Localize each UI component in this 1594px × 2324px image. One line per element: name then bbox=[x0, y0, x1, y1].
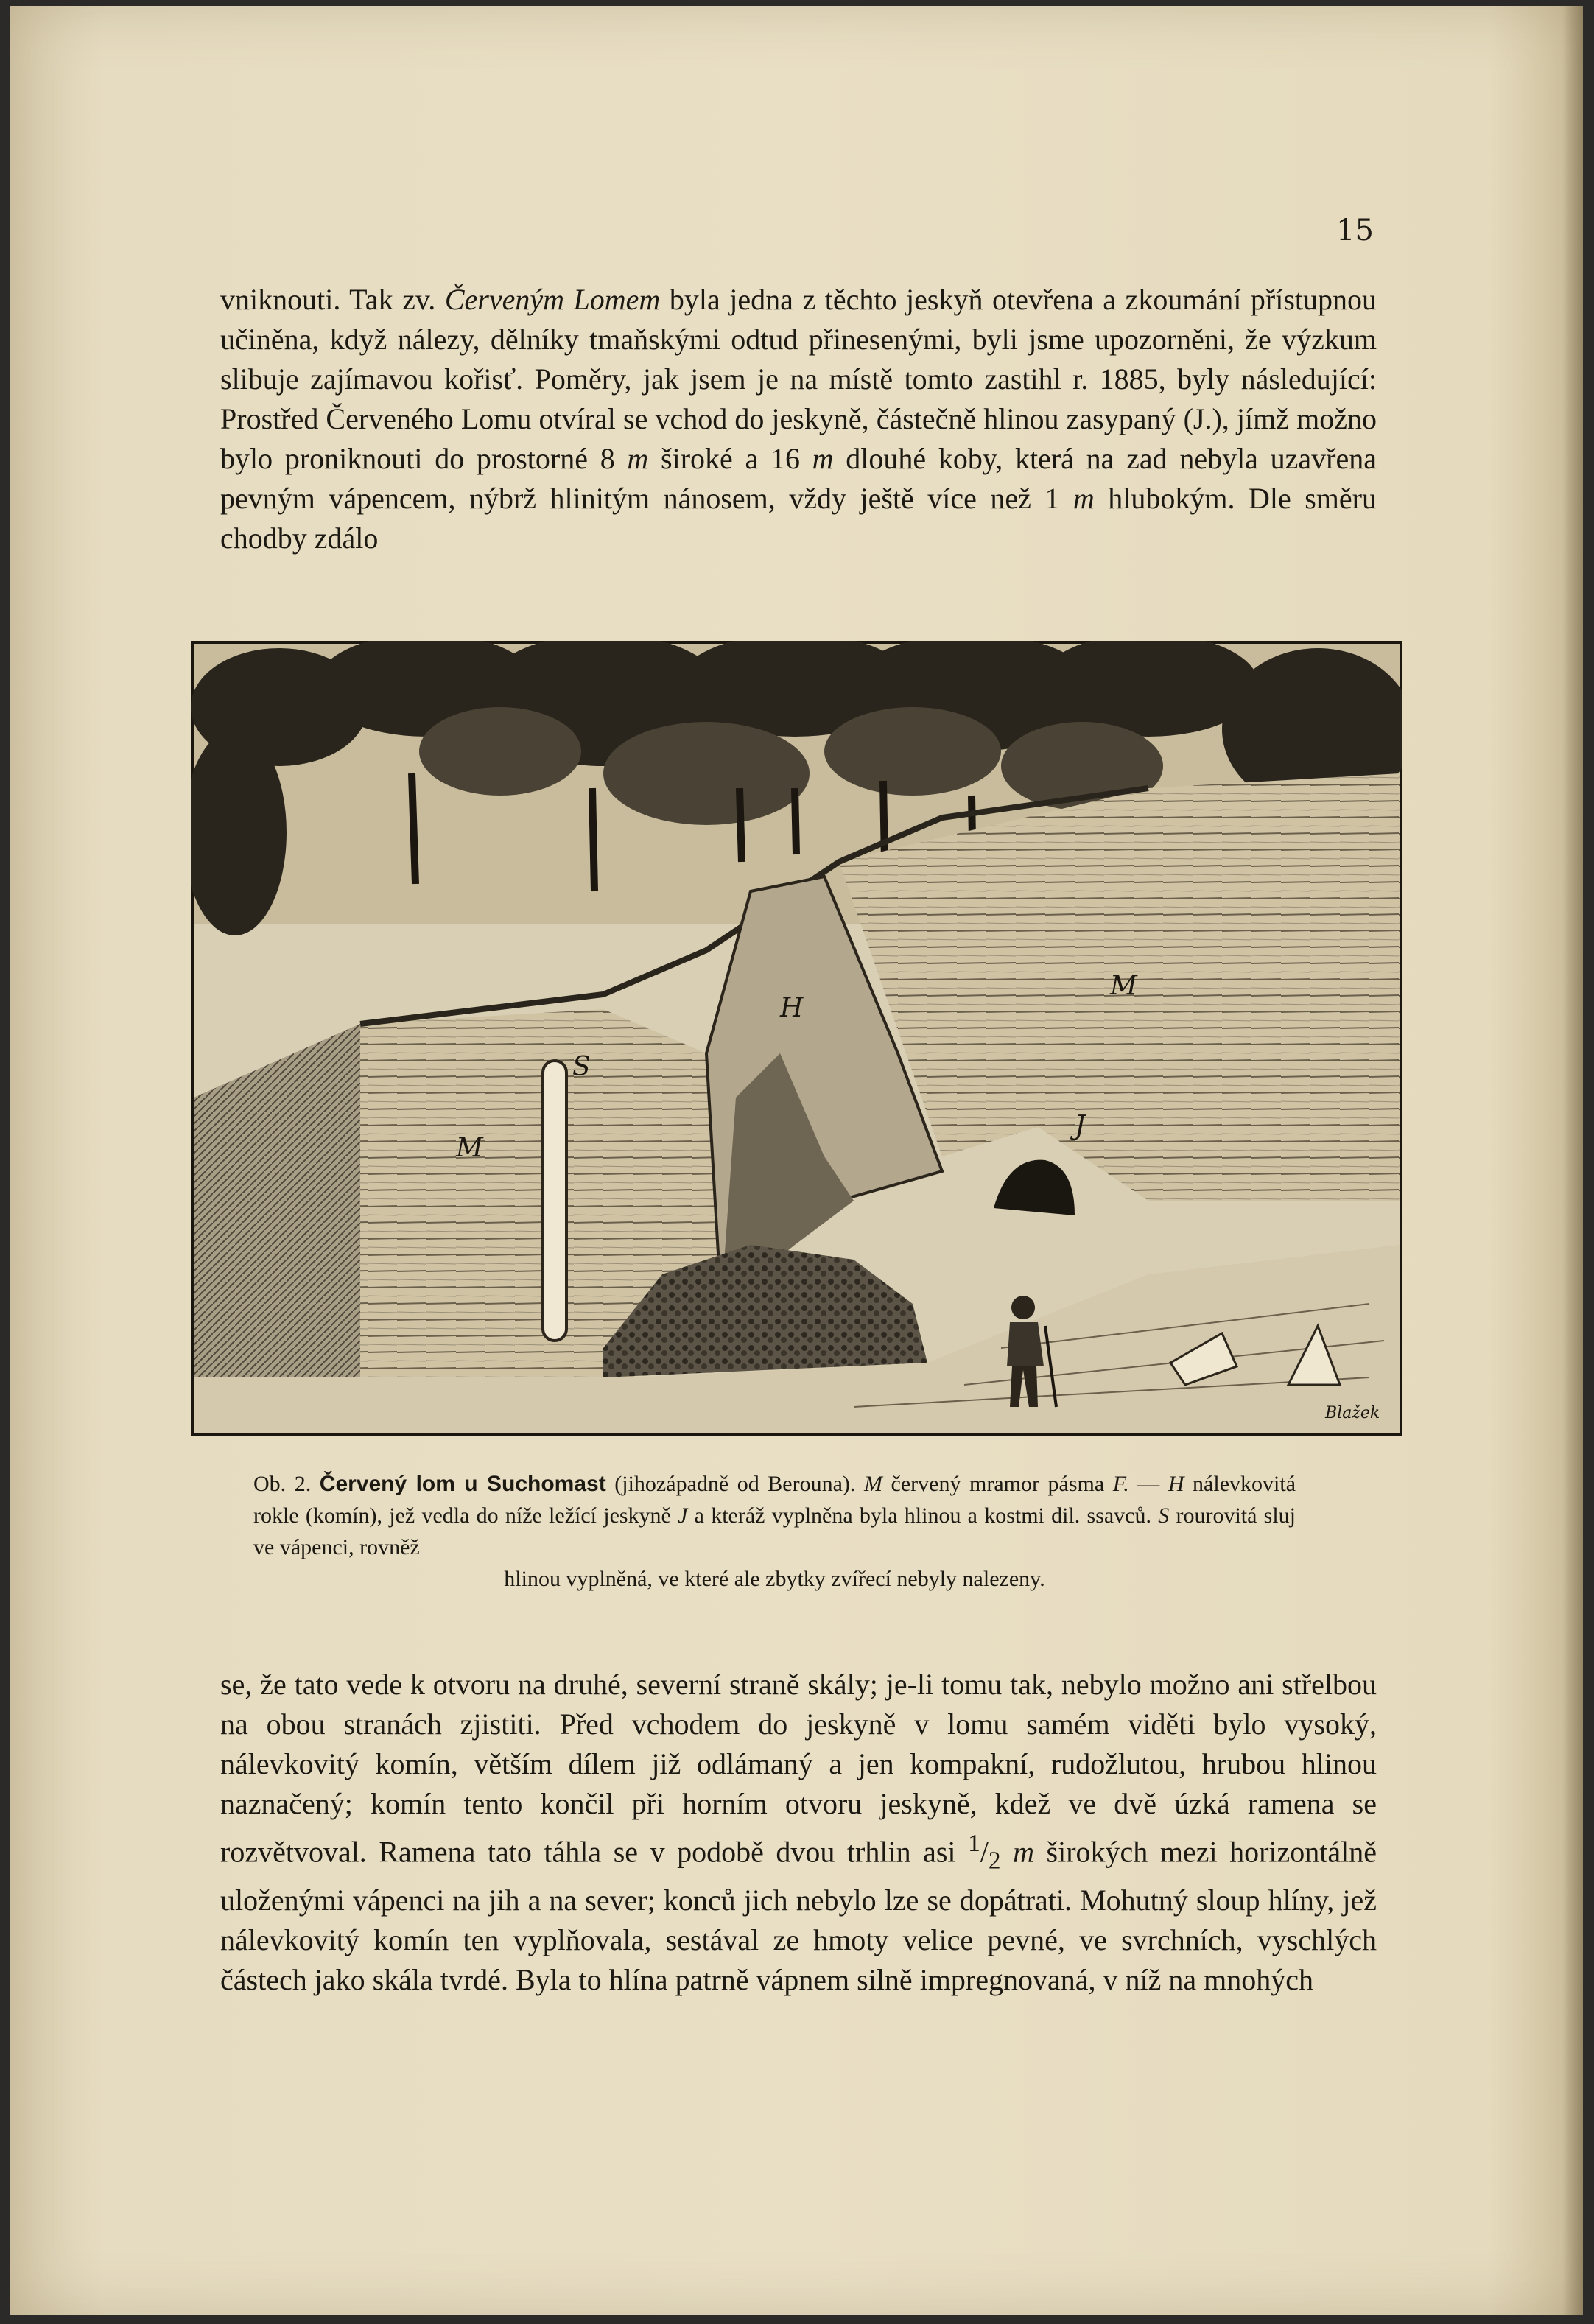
caption-last-line: hlinou vyplněná, ve které ale zbytky zvířecí nebyly nalezeny. bbox=[504, 1567, 1045, 1591]
caption-text: nálevkovitá rokle (komín), jež vedla do níže ležící jeskyně bbox=[253, 1472, 1296, 1528]
artist-signature: Blažek bbox=[1325, 1404, 1380, 1422]
page-edge-shadow bbox=[1562, 6, 1583, 2315]
quarry-illustration bbox=[191, 641, 1402, 1436]
caption-symbol-M: M bbox=[863, 1472, 882, 1496]
fraction-slash: / bbox=[980, 1835, 989, 1869]
caption-text: a kteráž vyplněna byla hlinou a kostmi dil. ssavců. bbox=[687, 1503, 1159, 1528]
text-run: vniknouti. Tak zv. bbox=[220, 283, 445, 316]
text-run bbox=[1001, 1835, 1014, 1868]
caption-symbol-F: F. bbox=[1112, 1472, 1129, 1496]
fraction-numerator: 1 bbox=[968, 1830, 980, 1857]
label-S: S bbox=[572, 1052, 591, 1082]
fraction-denominator: 2 bbox=[988, 1847, 1001, 1875]
caption-text: rourovitá sluj ve vápenci, rovněž bbox=[253, 1503, 1296, 1559]
text-run: se, že tato vede k otvoru na druhé, severní straně skály; je-li tomu tak, nebylo možno ani střelbou na obou stranách zjistiti. Před vchodem do jeskyně v lomu samém viděti bylo vysoký, nálevkovitý komín, větším dílem již odlámaný a jen kompakní, rudožlutou, hrubou hlinou naznačený; komín tento končil při horním otvoru jeskyně, kdež ve dvě úzká ramena se rozvětvoval. Ramena tato táhla se v podobě dvou trhlin asi bbox=[220, 1668, 1377, 1869]
caption-text: (jihozápadně od Berouna). bbox=[605, 1472, 864, 1496]
caption-prefix: Ob. 2. bbox=[253, 1472, 320, 1496]
label-H: H bbox=[780, 993, 804, 1023]
unit-m: m bbox=[627, 442, 649, 475]
text-run: široké a 16 bbox=[648, 442, 812, 475]
text-run: hlubokým. Dle směru chodby zdálo bbox=[220, 482, 1377, 555]
label-M-right: M bbox=[1110, 971, 1137, 1001]
unit-m: m bbox=[1013, 1835, 1034, 1869]
unit-m: m bbox=[1072, 482, 1095, 515]
emphasis-quarry-name: Červeným Lomem bbox=[444, 283, 661, 316]
text-run: byla jedna z těchto jeskyň otevřena a zkoumání přístupnou učiněna, když nálezy, dělníky tmaňskými odtud přinesenými, byli jsme upozorněni, že výzkum slibuje zajímavou kořisť. Poměry, jak jsem je na místě tomto zastihl r. 1885, byly následující: Prostřed Červeného Lomu otvíral se vchod do jeskyně, částečně hlinou zasypaný (J.), jímž možno bylo proniknouti do prostorné 8 bbox=[220, 283, 1377, 475]
page-number: 15 bbox=[1336, 214, 1374, 248]
text-run: dlouhé koby, která na zad nebyla uzavřena pevným vápencem, nýbrž hlinitým nánosem, vždy ještě více než 1 bbox=[220, 442, 1377, 515]
unit-m: m bbox=[812, 442, 834, 475]
caption-text: — bbox=[1128, 1472, 1168, 1496]
label-J: J bbox=[1075, 1111, 1086, 1141]
tube-cave bbox=[543, 1061, 566, 1341]
caption-symbol-H: H bbox=[1168, 1472, 1184, 1496]
caption-symbol-J: J bbox=[678, 1503, 688, 1528]
paragraph-bottom bbox=[220, 1665, 1377, 2000]
figure-caption bbox=[253, 1468, 1296, 1595]
caption-title: Červený lom u Suchomast bbox=[319, 1472, 606, 1496]
paragraph-top bbox=[220, 280, 1377, 558]
text-run: širokých mezi horizontálně uloženými vápenci na jih a na sever; konců jich nebylo lze se dopátrati. Mohutný sloup hlíny, jež nálevkovitý komín ten vyplňovala, sestával ze hmoty velice pevné, ve svrchních, vyschlých částech jako skála tvrdé. Byla to hlína patrně vápnem silně impregnovaná, v níž na mnohých bbox=[220, 1835, 1377, 1997]
book-page bbox=[10, 6, 1583, 2315]
caption-symbol-S: S bbox=[1158, 1503, 1170, 1528]
quarry-drawing bbox=[191, 641, 1402, 1436]
label-M-left: M bbox=[456, 1133, 483, 1163]
caption-text: červený mramor pásma bbox=[882, 1472, 1113, 1496]
